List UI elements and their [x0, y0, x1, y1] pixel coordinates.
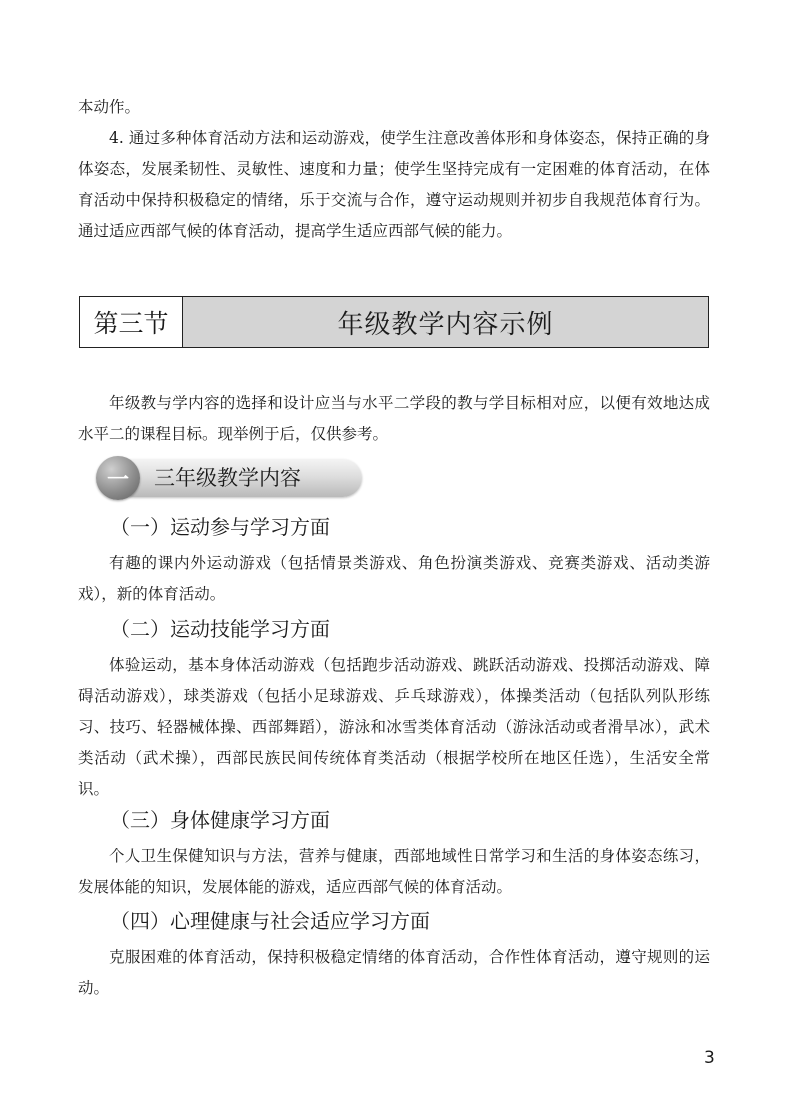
- page-number: 3: [704, 1048, 715, 1068]
- carryover-paragraph: 本动作。: [78, 98, 141, 116]
- subsection-heading: （三）身体健康学习方面: [110, 808, 330, 832]
- part-title: 三年级教学内容: [154, 466, 301, 490]
- section-intro-paragraph: 年级教与学内容的选择和设计应当与水平二学段的教与学目标相对应，以便有效地达成水平二的课程目标。现举例于后，仅供参考。: [78, 394, 710, 443]
- item-4-paragraph: 4. 通过多种体育活动方法和运动游戏，使学生注意改善体形和身体姿态，保持正确的身体姿态，发展柔韧性、灵敏性、速度和力量；使学生坚持完成有一定困难的体育活动，在体育活动中保持积极稳定的情绪，乐于交流与合作，遵守运动规则并初步自我规范体育行为。通过适应西部气候的体育活动，提高学生适应西部气候的能力。: [78, 129, 710, 240]
- subsection-heading: （一）运动参与学习方面: [110, 515, 330, 539]
- section-number: 第三节: [80, 297, 183, 347]
- subsection-heading: （二）运动技能学习方面: [110, 617, 330, 641]
- part-heading: [96, 456, 362, 500]
- subsection-heading: （四）心理健康与社会适应学习方面: [110, 909, 430, 933]
- section-header: [79, 296, 709, 348]
- section-title: 年级教学内容示例: [183, 297, 708, 347]
- subsection-body: 有趣的课内外运动游戏（包括情景类游戏、角色扮演类游戏、竞赛类游戏、活动类游戏），新的体育活动。: [78, 554, 710, 603]
- subsection-body: 克服困难的体育活动，保持积极稳定情绪的体育活动，合作性体育活动，遵守规则的运动。: [78, 948, 710, 997]
- subsection-body: 体验运动，基本身体活动游戏（包括跑步活动游戏、跳跃活动游戏、投掷活动游戏、障碍活动游戏），球类游戏（包括小足球游戏、乒乓球游戏），体操类活动（包括队列队形练习、技巧、轻器械体操、西部舞蹈），游泳和冰雪类体育活动（游泳活动或者滑旱冰），武术类活动（武术操），西部民族民间传统体育类活动（根据学校所在地区任选），生活安全常识。: [78, 656, 710, 798]
- part-number-badge: 一: [96, 456, 140, 500]
- subsection-body: 个人卫生保健知识与方法，营养与健康，西部地域性日常学习和生活的身体姿态练习，发展体能的知识，发展体能的游戏，适应西部气候的体育活动。: [78, 847, 710, 896]
